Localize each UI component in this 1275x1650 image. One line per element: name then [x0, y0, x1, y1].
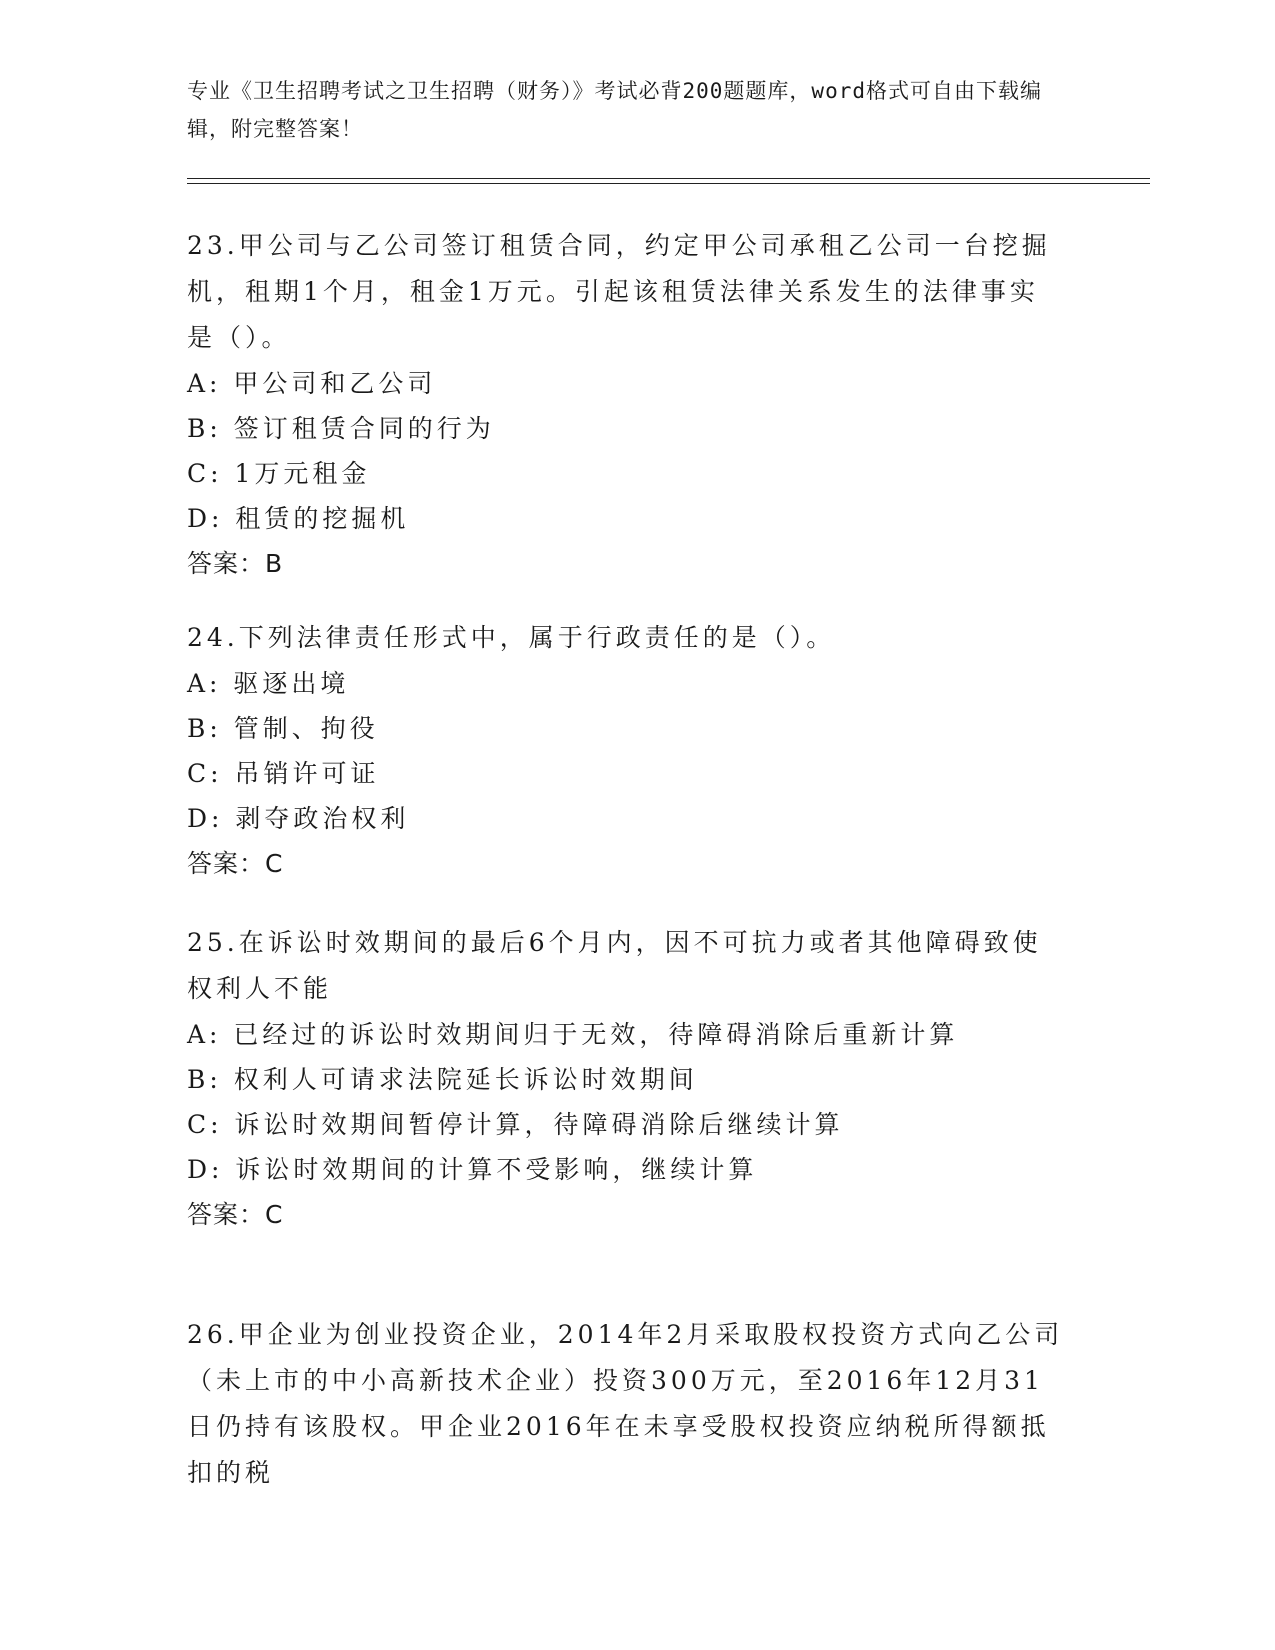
question-26: [187, 1312, 1067, 1496]
answer-label: 答案：B: [187, 549, 284, 578]
option-c: C: 1万元租金: [187, 459, 371, 488]
option-b: B: 签订租赁合同的行为: [187, 414, 495, 443]
header-divider-top: [187, 178, 1150, 179]
question-24: [187, 615, 1067, 886]
option-c: C: 吊销许可证: [187, 759, 380, 788]
option-d: D: 租赁的挖掘机: [187, 504, 410, 533]
question-stem: 24.下列法律责任形式中，属于行政责任的是（）。: [187, 623, 836, 652]
option-a: A: 甲公司和乙公司: [187, 369, 437, 398]
option-d: D: 剥夺政治权利: [187, 804, 410, 833]
option-c: C: 诉讼时效期间暂停计算，待障碍消除后继续计算: [187, 1110, 844, 1139]
option-d: D: 诉讼时效期间的计算不受影响，继续计算: [187, 1155, 758, 1184]
question-stem: 26.甲企业为创业投资企业，2014年2月采取股权投资方式向乙公司（未上市的中小高新技术企业）投资300万元，至2016年12月31日仍持有该股权。甲企业2016年在未享受股权投资应纳税所得额抵扣的税: [187, 1320, 1064, 1487]
question-23: [187, 223, 1067, 586]
option-a: A: 已经过的诉讼时效期间归于无效，待障碍消除后重新计算: [187, 1020, 959, 1049]
answer-label: 答案：C: [187, 1200, 284, 1229]
question-stem: 23.甲公司与乙公司签订租赁合同，约定甲公司承租乙公司一台挖掘机，租期1个月，租金1万元。引起该租赁法律关系发生的法律事实是（）。: [187, 231, 1051, 352]
option-a: A: 驱逐出境: [187, 669, 350, 698]
header-divider-bottom: [187, 183, 1150, 184]
answer-label: 答案：C: [187, 849, 284, 878]
document-header: 专业《卫生招聘考试之卫生招聘（财务）》考试必背200题题库，word格式可自由下载编辑，附完整答案！: [187, 79, 1042, 141]
option-b: B: 管制、拘役: [187, 714, 379, 743]
question-25: [187, 920, 1067, 1237]
question-stem: 25.在诉讼时效期间的最后6个月内，因不可抗力或者其他障碍致使权利人不能: [187, 928, 1042, 1003]
option-b: B: 权利人可请求法院延长诉讼时效期间: [187, 1065, 698, 1094]
